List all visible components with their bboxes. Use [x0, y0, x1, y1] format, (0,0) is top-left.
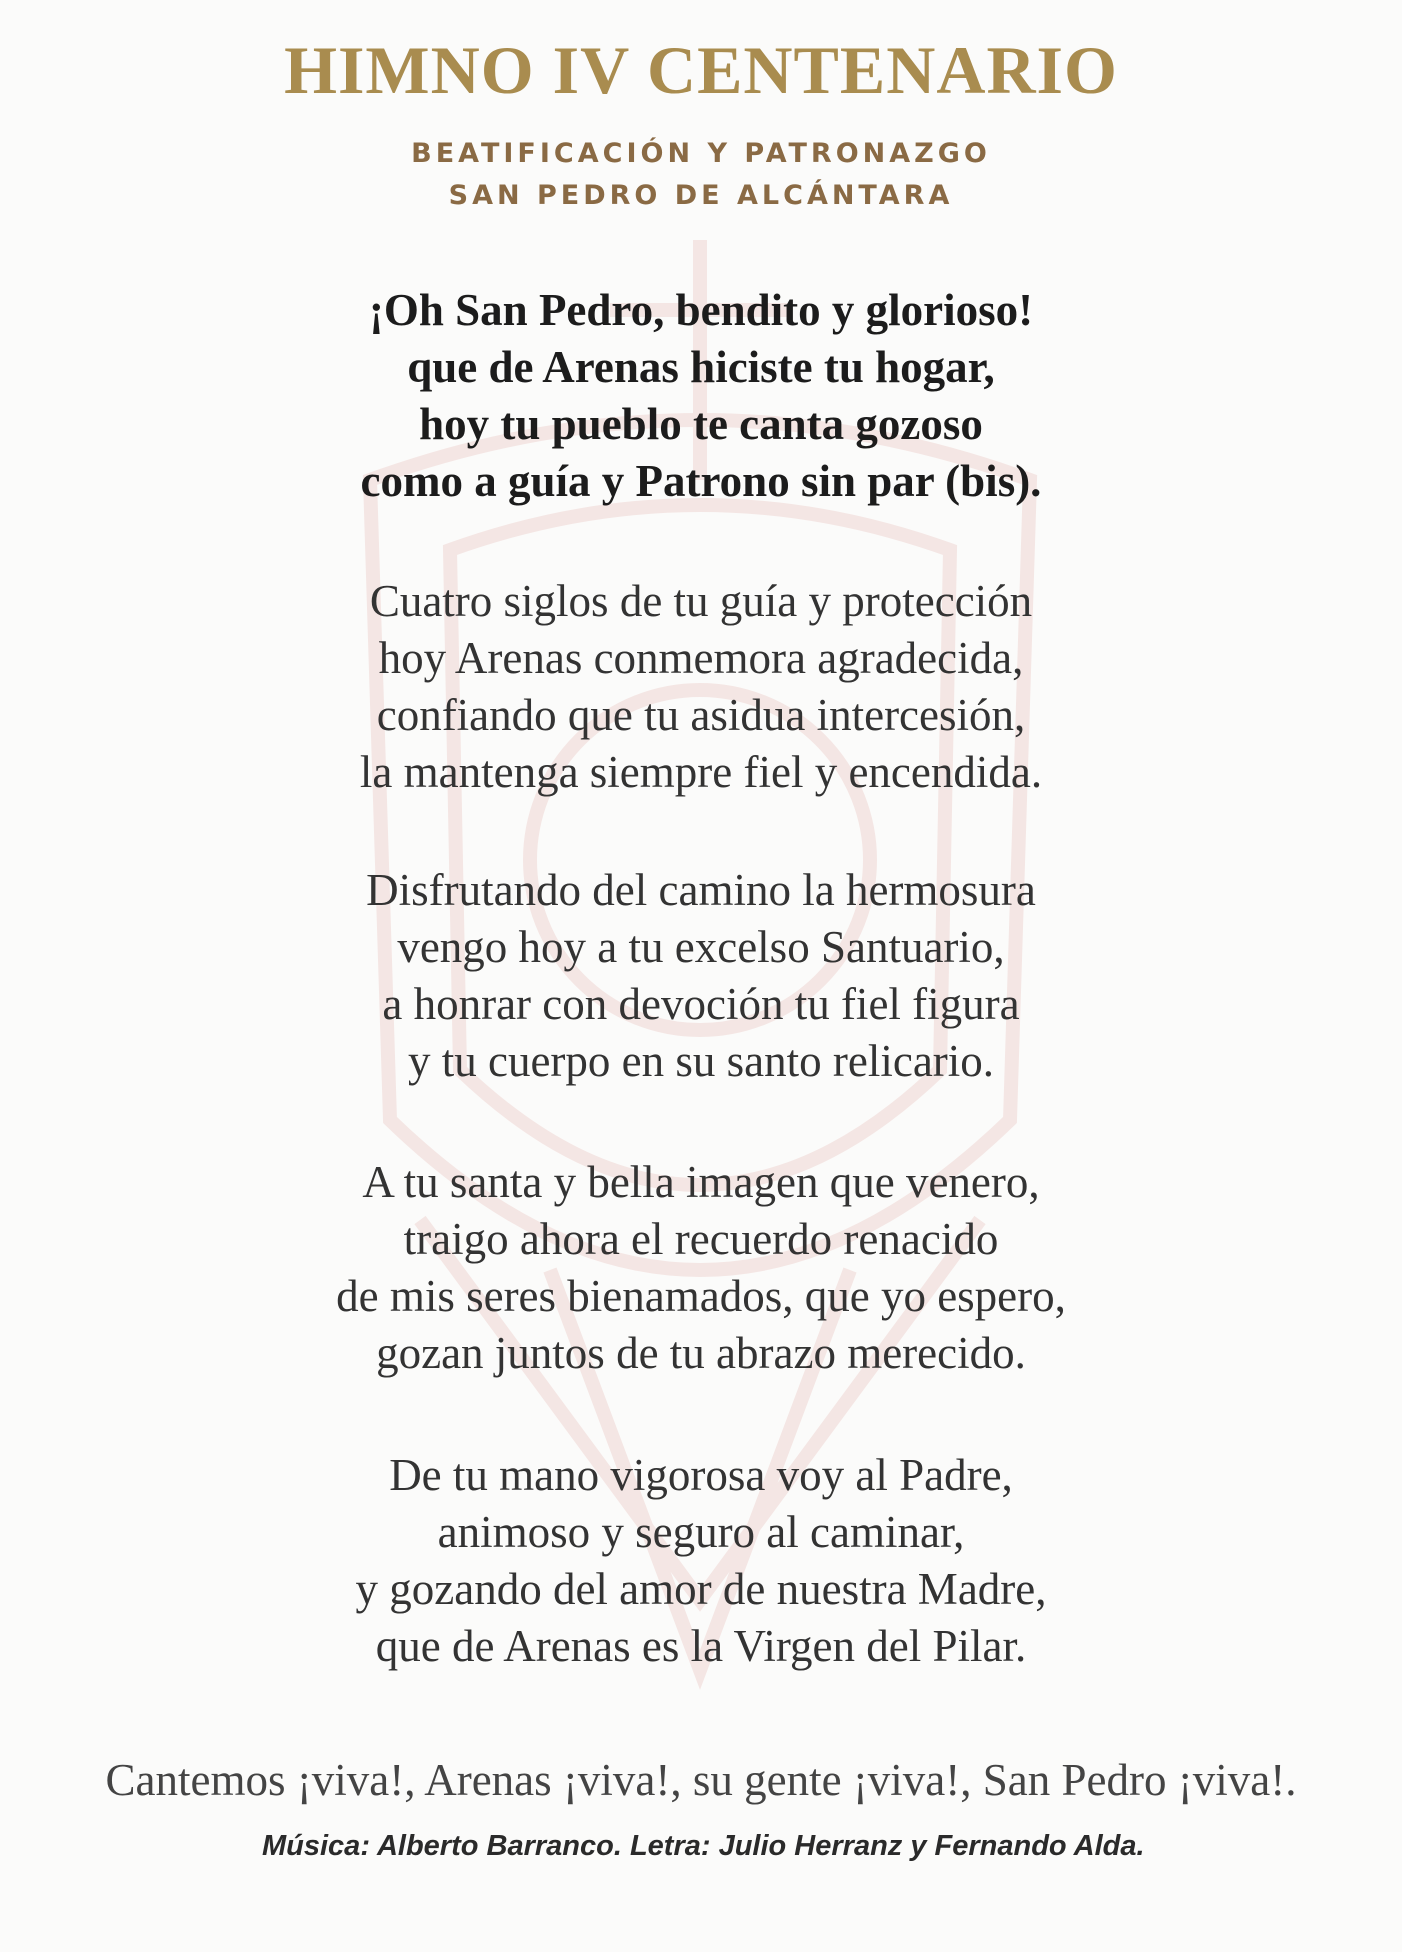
verse-line: a honrar con devoción tu fiel figura: [382, 979, 1020, 1029]
verse-line: de mis seres bienamados, que yo espero,: [336, 1271, 1066, 1321]
verse-line: que de Arenas es la Virgen del Pilar.: [375, 1621, 1027, 1671]
credits-line: Música: Alberto Barranco. Letra: Julio Herranz y Fernando Alda.: [262, 1830, 1145, 1862]
verse-line: la mantenga siempre fiel y encendida.: [359, 747, 1043, 797]
verse-line: A tu santa y bella imagen que venero,: [362, 1157, 1040, 1207]
verse-line: animoso y seguro al caminar,: [437, 1507, 965, 1557]
verse-line: vengo hoy a tu excelso Santuario,: [397, 922, 1005, 972]
verse-line: Cuatro siglos de tu guía y protección: [369, 576, 1033, 626]
verse-line: gozan juntos de tu abrazo merecido.: [376, 1328, 1026, 1378]
stanza-refrain: [0, 282, 1402, 510]
verse-line: hoy tu pueblo te canta gozoso: [419, 399, 983, 449]
verse-line: que de Arenas hiciste tu hogar,: [407, 342, 995, 392]
subtitle-line-2: SAN PEDRO DE ALCÁNTARA: [448, 180, 954, 211]
hymn-title: HIMNO IV CENTENARIO: [284, 32, 1118, 108]
verse-line: De tu mano vigorosa voy al Padre,: [389, 1450, 1013, 1500]
verse-line: confiando que tu asidua intercesión,: [376, 690, 1026, 740]
verse-line: y tu cuerpo en su santo relicario.: [407, 1036, 995, 1086]
stanza-4: [0, 1154, 1402, 1382]
stanza-3: [0, 862, 1402, 1090]
verse-line: hoy Arenas conmemora agradecida,: [378, 633, 1024, 683]
stanza-5: [0, 1447, 1402, 1675]
chorus-line: Cantemos ¡viva!, Arenas ¡viva!, su gente ¡viva!, San Pedro ¡viva!.: [105, 1755, 1297, 1805]
verse-line: traigo ahora el recuerdo renacido: [403, 1214, 999, 1264]
stanza-2: [0, 573, 1402, 801]
verse-line: como a guía y Patrono sin par (bis).: [360, 456, 1042, 506]
verse-line: y gozando del amor de nuestra Madre,: [355, 1564, 1047, 1614]
verse-line: ¡Oh San Pedro, bendito y glorioso!: [368, 285, 1034, 335]
verse-line: Disfrutando del camino la hermosura: [366, 865, 1036, 915]
subtitle-line-1: BEATIFICACIÓN Y PATRONAZGO: [411, 138, 991, 169]
